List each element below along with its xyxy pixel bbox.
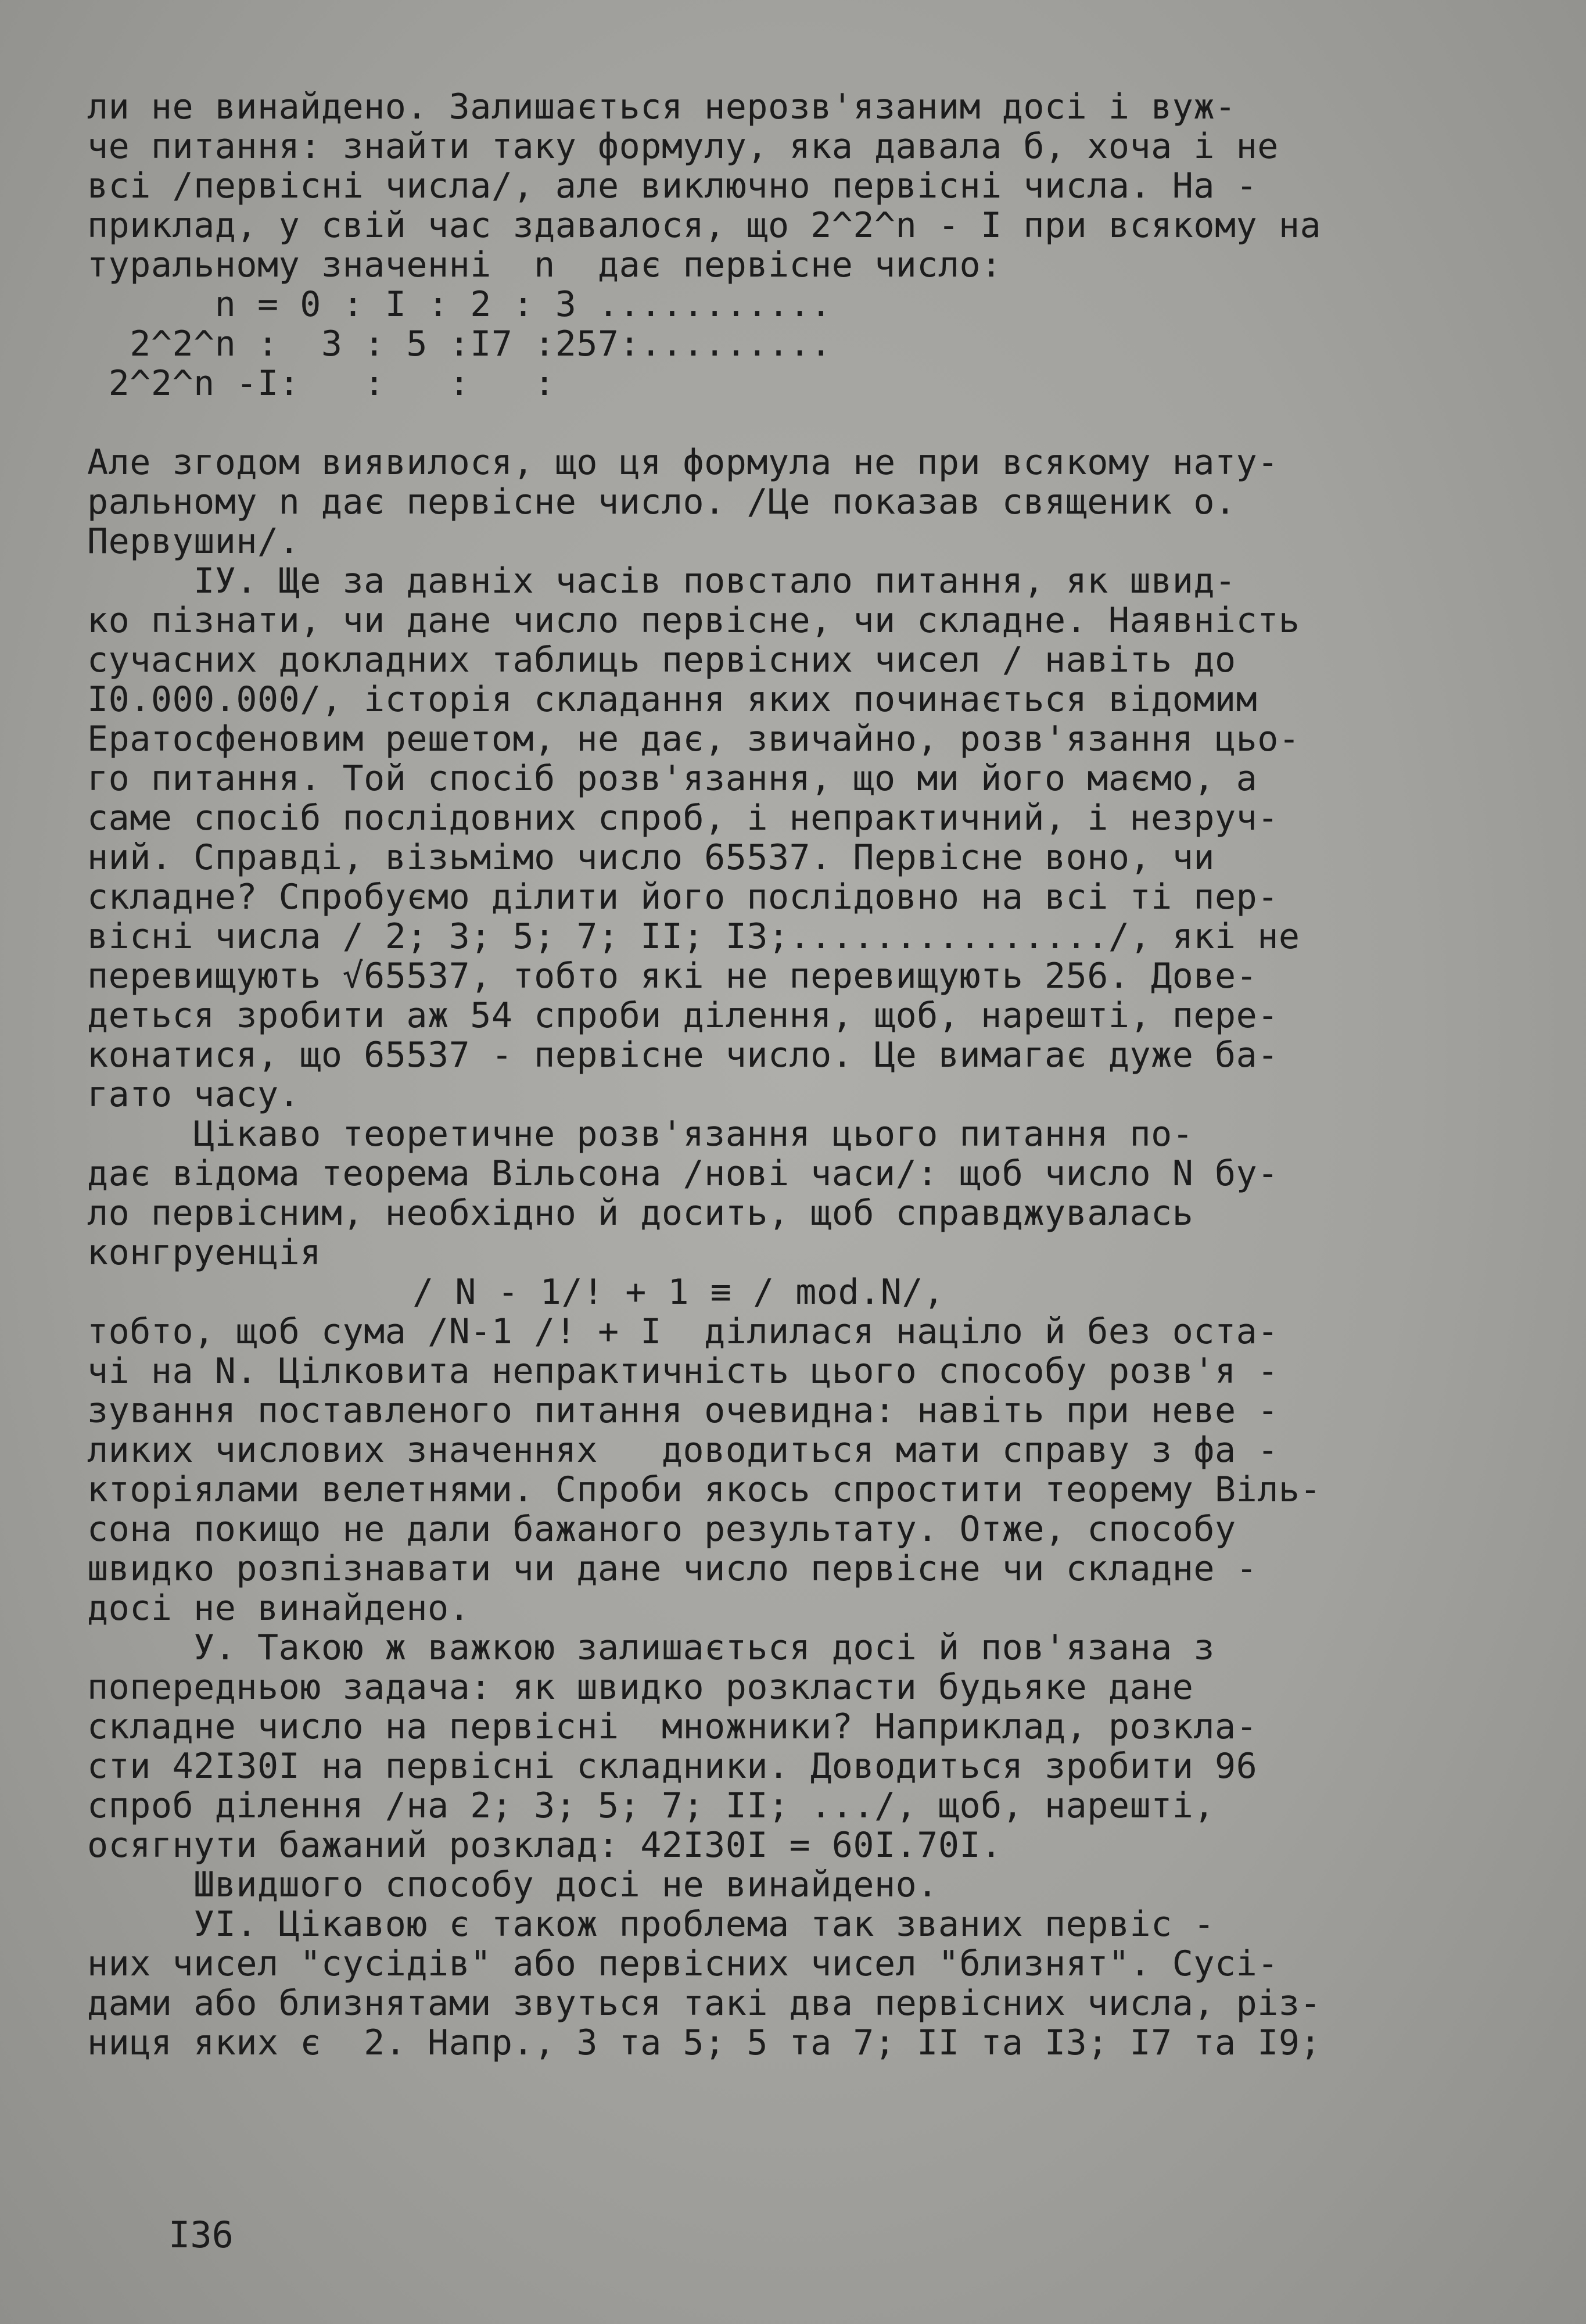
text-line: них чисел "сусідів" або первісних чисел "близнят". Сусі- [87,1943,1279,1984]
text-line: складне? Спробуємо ділити його послідовно на всі ті пер- [87,877,1279,917]
text-line: го питання. Той спосіб розв'язання, що ми його маємо, а [87,758,1258,799]
page-number: I36 [168,2214,234,2256]
text-line: сти 42I30I на первісні складники. Доводиться зробити 96 [87,1746,1258,1787]
text-line: Але згодом виявилося, що ця формула не при всякому нату- [87,442,1279,483]
text-line: деться зробити аж 54 спроби ділення, щоб, нарешті, пере- [87,995,1279,1036]
text-line: чі на N. Цілковита непрактичність цього способу розв'я - [87,1351,1279,1391]
wilson-congruence: / N - 1/! + 1 ≡ / mod.N/, [412,1272,945,1312]
text-line: тобто, щоб сума /N-1 /! + I ділилася націло й без оста- [87,1311,1279,1352]
text-line: дами або близнятами звуться такі два первісних числа, різ- [87,1983,1322,2024]
section-vi-start: УI. Цікавою є також проблема так званих первіс - [87,1904,1215,1945]
text-line: ний. Справді, візьмімо число 65537. Первісне воно, чи [87,837,1215,878]
text-line: сона покищо не дали бажаного результату. Отже, способу [87,1509,1236,1550]
text-line: кторіялами велетнями. Спроби якось спростити теорему Віль- [87,1469,1322,1510]
text-line: приклад, у свій час здавалося, що 2^2^n - I при всякому на [87,205,1322,246]
text-line: спроб ділення /на 2; 3; 5; 7; II; .../, щоб, нарешті, [87,1785,1215,1826]
formula-row-minus-one: 2^2^n -I: : : : [87,363,555,404]
text-line: дає відома теорема Вільсона /нові часи/: щоб число N бу- [87,1153,1279,1194]
text-line: саме спосіб послідовних спроб, і непрактичний, і незруч- [87,798,1279,838]
text-line: ликих числових значеннях доводиться мати справу з фа - [87,1430,1279,1471]
text-line: Первушин/. [87,521,300,562]
text-line: ло первісним, необхідно й досить, щоб справджувалась [87,1193,1194,1233]
section-v-start: У. Такою ж важкою залишається досі й пов'язана з [87,1627,1215,1668]
text-line: гато часу. [87,1074,300,1115]
section-iv-start: IУ. Ще за давніх часів повстало питання, як швид- [87,561,1236,601]
text-line: попередньою задача: як швидко розкласти будьяке дане [87,1667,1194,1708]
text-line: всі /первісні числа/, але виключно первісні числа. На - [87,166,1258,206]
text-line: перевищують √65537, тобто які не перевищують 256. Дове- [87,956,1258,996]
text-line: че питання: знайти таку формулу, яка давала б, хоча і не [87,126,1279,167]
text-line: швидко розпізнавати чи дане число первісне чи складне - [87,1548,1258,1589]
text-line: Ератосфеновим решетом, не дає, звичайно, розв'язання цьо- [87,719,1300,759]
text-line: складне число на первісні множники? Наприклад, розкла- [87,1706,1258,1747]
text-line: зування поставленого питання очевидна: навіть при неве - [87,1390,1279,1431]
text-line: осягнути бажаний розклад: 42I30I = 60I.70I. [87,1825,1002,1866]
text-line: Цікаво теоретичне розв'язання цього питання по- [87,1114,1194,1154]
page-text [87,87,1499,2063]
text-line: конгруенція [87,1232,321,1273]
text-line: ниця яких є 2. Напр., 3 та 5; 5 та 7; II та I3; I7 та I9; [87,2022,1322,2063]
formula-row-value: 2^2^n : 3 : 5 :I7 :257:......... [87,324,832,364]
text-line: конатися, що 65537 - первісне число. Це вимагає дуже ба- [87,1035,1279,1075]
text-line: ли не винайдено. Залишається нерозв'язаним досі і вуж- [87,87,1236,127]
text-line: сучасних докладних таблиць первісних чисел / навіть до [87,640,1236,680]
text-line: ко пізнати, чи дане число первісне, чи складне. Наявність [87,600,1300,641]
text-line: ральному n дає первісне число. /Це показав священик о. [87,482,1236,522]
text-line: Швидшого способу досі не винайдено. [87,1864,938,1905]
text-line: туральному значенні n дає первісне число: [87,245,1002,285]
formula-row-n: n = 0 : I : 2 : 3 ........... [87,284,832,325]
text-line: вісні числа / 2; 3; 5; 7; II; I3;.............../, які не [87,916,1300,957]
text-line: досі не винайдено. [87,1588,471,1629]
text-line: I0.000.000/, історія складання яких починається відомим [87,679,1258,720]
